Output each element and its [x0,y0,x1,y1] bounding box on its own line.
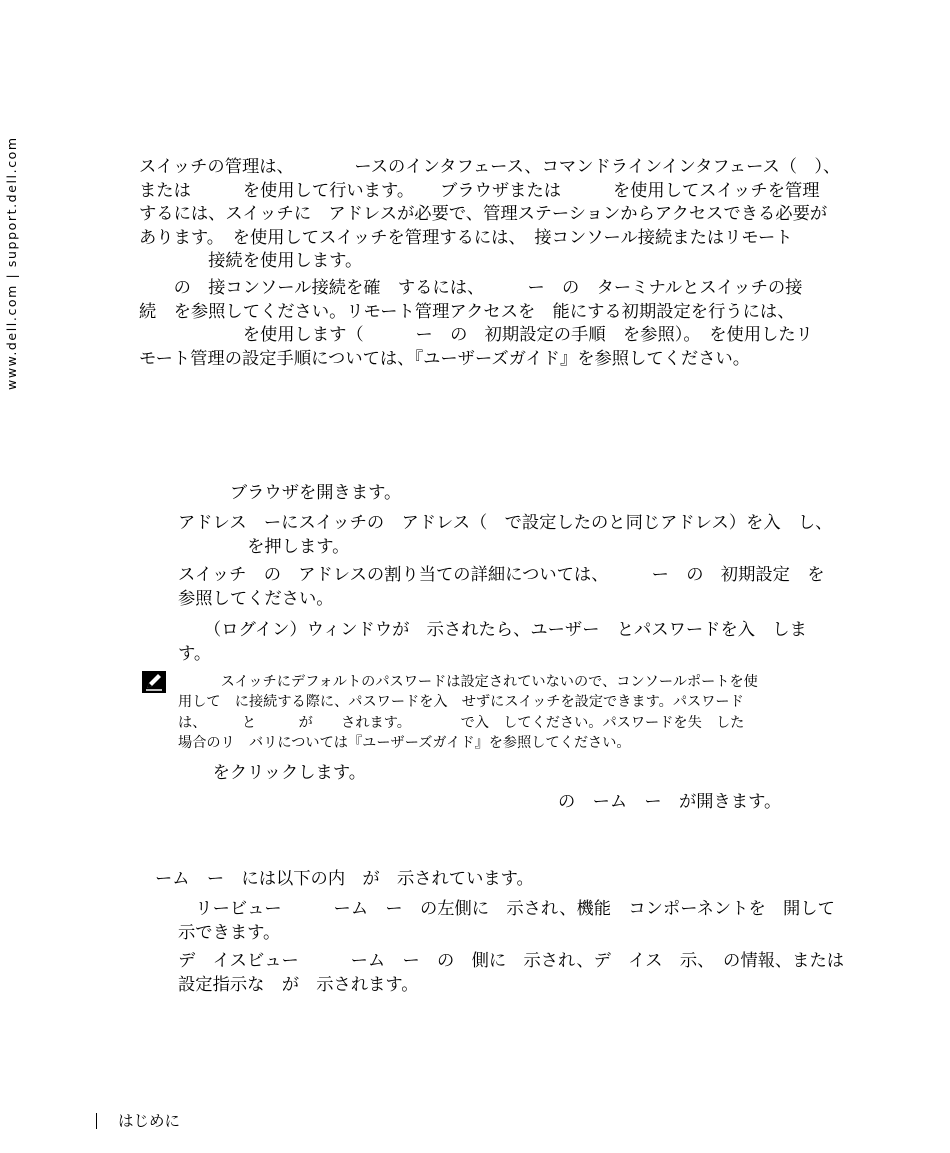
footer-divider [96,1113,97,1129]
bullet-tree-view: リービュー ーム ー の左側に 示され、機能 コンポーネントを 開して 示できます。 [178,899,835,943]
footer-section-title: はじめに [118,1112,181,1130]
step-2-detail: スイッチ の アドレスの割り当ての詳細については、 ー の 初期設定 を 参照してください。 [178,565,825,609]
intro-paragraph-2: の 接コンソール接続を確 するには、 ー の ターミナルとスイッチの接 続 を参照してください。リモート管理アクセスを 能にする初期設定を行うには、 を使用します（ ー の 初期設定の手順 を参照）。 を使用したリ モート管理の設定手順については、『ユーザーズガイド』を参照してください。 [139,278,813,369]
step-4-result: の ーム ー が開きます。 [558,792,782,812]
bullet-device-view: デ イスビュー ーム ー の 側に 示され、デ イス 示、 の情報、または 設定指示な が 示されます。 [178,951,845,995]
intro-paragraph-1: スイッチの管理は、 ースのインタフェース、コマンドラインインタフェース（ ）、 または を使用して行います。 ブラウザまたは を使用してスイッチを管理 するには、スイッチに アドレスが必要で、管理ステーションからアクセスできる必要が あります。 を使用してスイッチを管理するには、 接コンソール接続またはリモート 接続を使用します。 [139,157,841,271]
step-4: をクリックします。 [178,763,367,783]
note-text: スイッチにデフォルトのパスワードは設定されていないので、コンソールポートを使 用して に接続する際に、パスワードを入 せずにスイッチを設定できます。パスワード は、 と が されます。 で入 してください。パスワードを失 した 場合のリ バリについては『ユーザーズガイド』を参照してください。 [178,674,758,752]
pencil-note-icon [142,671,166,693]
step-2: アドレス ーにスイッチの アドレス（ で設定したのと同じアドレス）を入 し、 を押します。 [178,513,833,557]
step-1: ブラウザを開きます。 [178,483,402,503]
side-url-text: www.dell.com | support.dell.com [4,136,19,390]
home-page-intro: ーム ー には以下の内 が 示されています。 [155,869,534,889]
step-3: （ログイン）ウィンドウが 示されたら、ユーザー とパスワードを入 しま す。 [178,620,807,664]
